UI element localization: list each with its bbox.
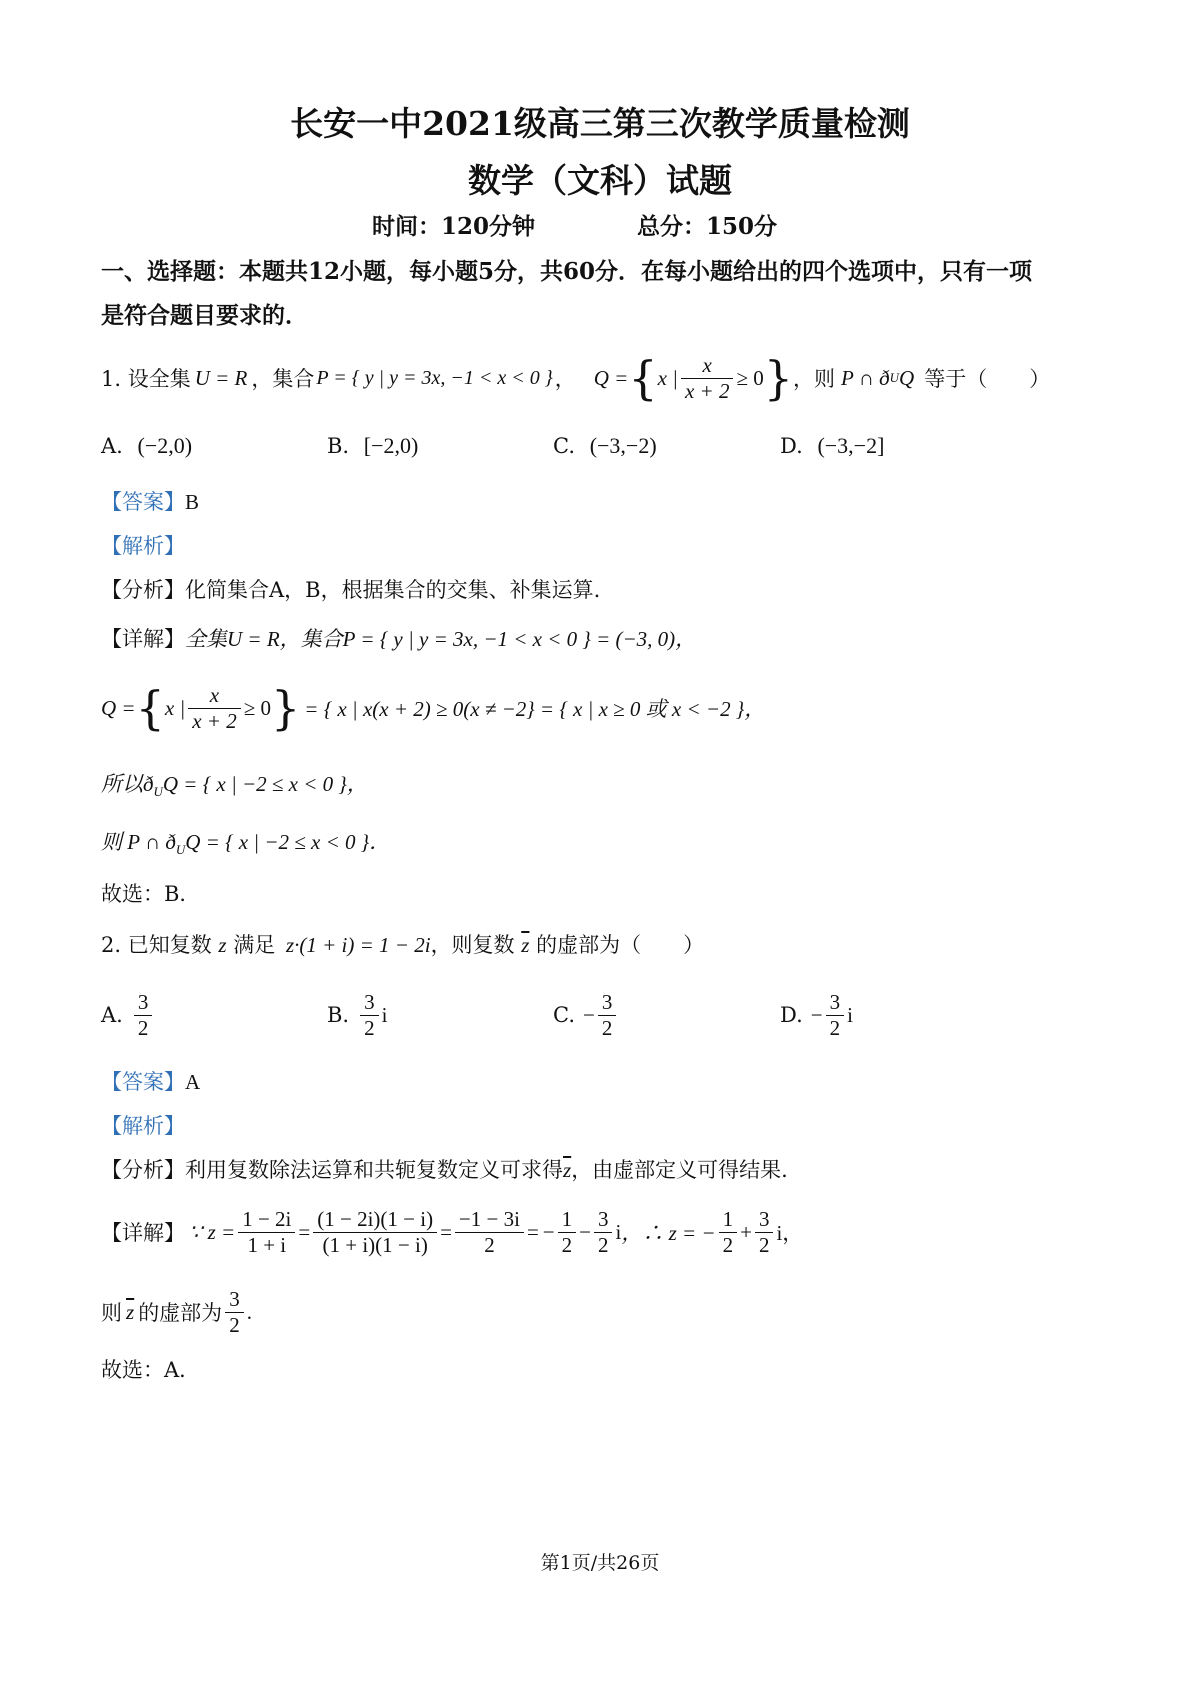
fenxi-text: 化简集合A，B，根据集合的交集、补集运算. (185, 578, 601, 602)
q1-q-numerator: x (681, 353, 734, 378)
q2-option-c (553, 988, 619, 1042)
detail-end: i， (776, 1221, 804, 1245)
q1-comma: ， (554, 367, 576, 391)
q2-fenxi (101, 1154, 788, 1184)
detail-text-rest: Q = { x | −2 ≤ x < 0 }． (185, 830, 391, 854)
detail-denominator: 2 (722, 1232, 734, 1257)
detail-q-denominator: x + 2 (192, 708, 237, 733)
detail-fraction-1 (238, 1207, 295, 1256)
q1-set-q (593, 351, 794, 405)
answer-tag: 【答案】 (101, 490, 185, 514)
q1-analysis-tag: 【解析】 (101, 534, 185, 558)
option-label: C. (553, 434, 575, 458)
detail-q-fraction (188, 683, 241, 732)
option-fraction (360, 990, 379, 1039)
detail-numerator: 3 (755, 1207, 774, 1232)
xiangjie-tag: 【详解】 (101, 1221, 185, 1245)
detail-text: 则 P ∩ ð (101, 830, 176, 854)
detail-fraction (225, 1287, 244, 1336)
q2-analysis-tag: 【解析】 (101, 1114, 185, 1138)
q1-set-p: P = { y | y = 3x, −1 < x < 0 } (316, 366, 553, 389)
option-label: B. (327, 434, 350, 458)
detail-left-brace: { (135, 681, 165, 735)
page-number: 第1页/共26页 (540, 1552, 660, 1574)
detail-text-rest: Q = { x | −2 ≤ x < 0 }， (162, 772, 368, 796)
q1-expression: P ∩ ð (841, 365, 890, 390)
option-sign: − (810, 1002, 823, 1027)
detail-right-brace: } (271, 681, 301, 735)
detail-eq: = (440, 1219, 452, 1244)
option-suffix: i (847, 1002, 853, 1027)
xiangjie-tag: 【详解】 (101, 627, 185, 651)
option-numerator: 3 (826, 990, 845, 1015)
detail-q-numerator: x (188, 683, 241, 708)
detail-q-left: Q = (101, 695, 136, 720)
q1-option-d (780, 433, 884, 459)
detail-minus: − (542, 1219, 555, 1244)
option-label: A. (101, 1003, 123, 1027)
fenxi-text: 利用复数除法运算和共轭复数定义可求得 (185, 1158, 563, 1182)
option-value: (−3,−2) (589, 433, 657, 458)
question-2-stem (101, 929, 704, 959)
detail-text: 的虚部为 (138, 1301, 223, 1325)
q1-lead: 1. 设全集 (101, 367, 191, 391)
detail-q-ge: ≥ 0 (243, 695, 271, 720)
score-label: 总分：150分 (637, 213, 778, 240)
detail-numerator: 1 (719, 1207, 738, 1232)
q2-option-a (101, 988, 155, 1042)
detail-eq: = (526, 1219, 539, 1244)
detail-denominator: 2 (229, 1312, 240, 1337)
option-value: (−3,−2] (817, 433, 885, 458)
option-value: (−2,0) (137, 433, 193, 458)
fenxi-zbar: $\overline{z}$ (563, 1158, 572, 1182)
q2-stem-z: z (218, 933, 227, 957)
option-denominator: 2 (137, 1015, 149, 1040)
option-fraction (598, 990, 617, 1039)
q2-detail-line2 (101, 1283, 252, 1341)
detail-denominator: 2 (561, 1232, 573, 1257)
detail-plus: + (740, 1219, 752, 1244)
q1-answer (101, 486, 199, 516)
detail-therefore: ，∴ z = − (621, 1221, 716, 1245)
detail-end: . (246, 1299, 252, 1324)
section-heading-line2: 是符合题目要求的． (101, 302, 308, 329)
question-1-stem (101, 343, 1050, 413)
q2-stem-equation: z·(1 + i) = 1 − 2i (285, 933, 431, 957)
option-numerator: 3 (360, 990, 379, 1015)
detail-numerator: 3 (594, 1207, 613, 1232)
q1-right-brace: } (763, 351, 794, 405)
q1-choose: 故选：B． (101, 882, 201, 906)
q2-detail-line1 (101, 1200, 803, 1264)
option-numerator: 3 (598, 990, 617, 1015)
fenxi-text-end: ，由虚部定义可得结果. (571, 1158, 788, 1182)
option-fraction (826, 990, 845, 1039)
detail-minus: − (579, 1219, 591, 1244)
option-label: D. (780, 1003, 803, 1027)
detail-denominator: 2 (484, 1232, 495, 1257)
q1-then: ，则 (793, 367, 836, 391)
time-label: 时间：120分钟 (372, 213, 536, 240)
q2-stem-d: 的虚部为（ ） (536, 933, 705, 957)
q1-left-brace: { (628, 351, 658, 405)
q1-tail: 等于（ ） (924, 367, 1051, 391)
q1-fenxi (101, 574, 600, 604)
option-denominator: 2 (601, 1015, 613, 1040)
q1-detail-line4 (101, 826, 390, 858)
q1-option-b (327, 433, 418, 459)
option-sign: − (583, 1002, 595, 1027)
q1-detail-line3 (101, 768, 368, 800)
detail-q-x: x | (164, 695, 186, 720)
q2-answer (101, 1066, 200, 1096)
detail-i: i (615, 1219, 622, 1244)
q1-detail-line2 (101, 673, 765, 743)
detail-because: ∵ z = (189, 1219, 236, 1244)
q2-option-d (780, 988, 853, 1042)
q1-q-left: Q = (593, 365, 629, 390)
answer-tag: 【答案】 (101, 1070, 185, 1094)
detail-fraction-4 (558, 1207, 577, 1256)
option-fraction (134, 990, 153, 1039)
detail-numerator: 3 (225, 1287, 244, 1312)
q1-option-c (553, 433, 657, 459)
option-value: [−2,0) (363, 433, 419, 458)
option-numerator: 3 (134, 990, 153, 1015)
option-label: C. (553, 1003, 575, 1027)
answer-value: B (185, 490, 200, 514)
option-label: D. (780, 434, 803, 458)
detail-zbar: $\overline{z}$ (126, 1299, 135, 1324)
q2-option-b (327, 988, 387, 1042)
q1-q-denominator: x + 2 (684, 378, 730, 403)
q2-stem-b: 满足 (233, 933, 276, 957)
detail-denominator: 1 + i (247, 1232, 287, 1257)
q2-stem-a: 2. 已知复数 (101, 933, 212, 957)
detail-sub: U (175, 842, 186, 858)
detail-fraction-5 (594, 1207, 613, 1256)
detail-fraction-6 (719, 1207, 738, 1256)
q1-option-a (101, 433, 192, 459)
section-heading-line1: 一、选择题：本题共12小题，每小题5分，共60分．在每小题给出的四个选项中，只有一项 (101, 258, 1033, 285)
detail-fraction-3 (455, 1207, 524, 1256)
q2-stem-zbar: $\overline{z}$ (521, 933, 530, 957)
detail-text: 全集U = R，集合P = { y | y = 3x, −1 < x < 0 } = (−3, 0)， (185, 627, 697, 651)
option-label: A. (101, 434, 123, 458)
detail-fraction-7 (755, 1207, 774, 1256)
answer-value: A (185, 1070, 201, 1094)
detail-fraction-2 (313, 1207, 437, 1256)
option-denominator: 2 (829, 1015, 841, 1040)
detail-numerator: (1 − 2i)(1 − i) (313, 1207, 437, 1232)
detail-denominator: (1 + i)(1 − i) (322, 1232, 428, 1257)
page-title: 长安一中2021级高三第三次教学质量检测 (290, 104, 910, 143)
detail-eq: = (298, 1219, 311, 1244)
q1-detail-line1 (101, 623, 696, 653)
detail-numerator: −1 − 3i (455, 1207, 524, 1232)
detail-sub: U (153, 784, 163, 800)
q2-stem-c: ，则复数 (430, 933, 515, 957)
q1-universal-set: U = R (194, 365, 248, 390)
detail-numerator: 1 − 2i (238, 1207, 295, 1232)
q1-q-fraction (681, 353, 734, 402)
q1-expression-sub: U (889, 370, 900, 385)
q1-q-x: x | (657, 365, 678, 390)
detail-numerator: 1 (558, 1207, 577, 1232)
fenxi-tag: 【分析】 (101, 578, 185, 602)
option-suffix: i (381, 1002, 388, 1027)
q1-mid-text: ，集合 (251, 367, 315, 391)
fenxi-tag: 【分析】 (101, 1158, 185, 1182)
detail-denominator: 2 (758, 1232, 770, 1257)
option-denominator: 2 (364, 1015, 375, 1040)
q2-choose: 故选：A． (101, 1358, 201, 1382)
detail-denominator: 2 (597, 1232, 609, 1257)
detail-q-right: = { x | x(x + 2) ≥ 0(x ≠ −2} = { x | x ≥ 0 或 x < −2 }， (304, 697, 766, 721)
detail-text: 则 (101, 1301, 122, 1325)
q1-expression-q: Q (899, 365, 915, 390)
page-subtitle: 数学（文科）试题 (468, 161, 732, 200)
detail-text: 所以ð (101, 772, 154, 796)
q1-q-ge: ≥ 0 (736, 365, 764, 390)
option-label: B. (327, 1003, 350, 1027)
